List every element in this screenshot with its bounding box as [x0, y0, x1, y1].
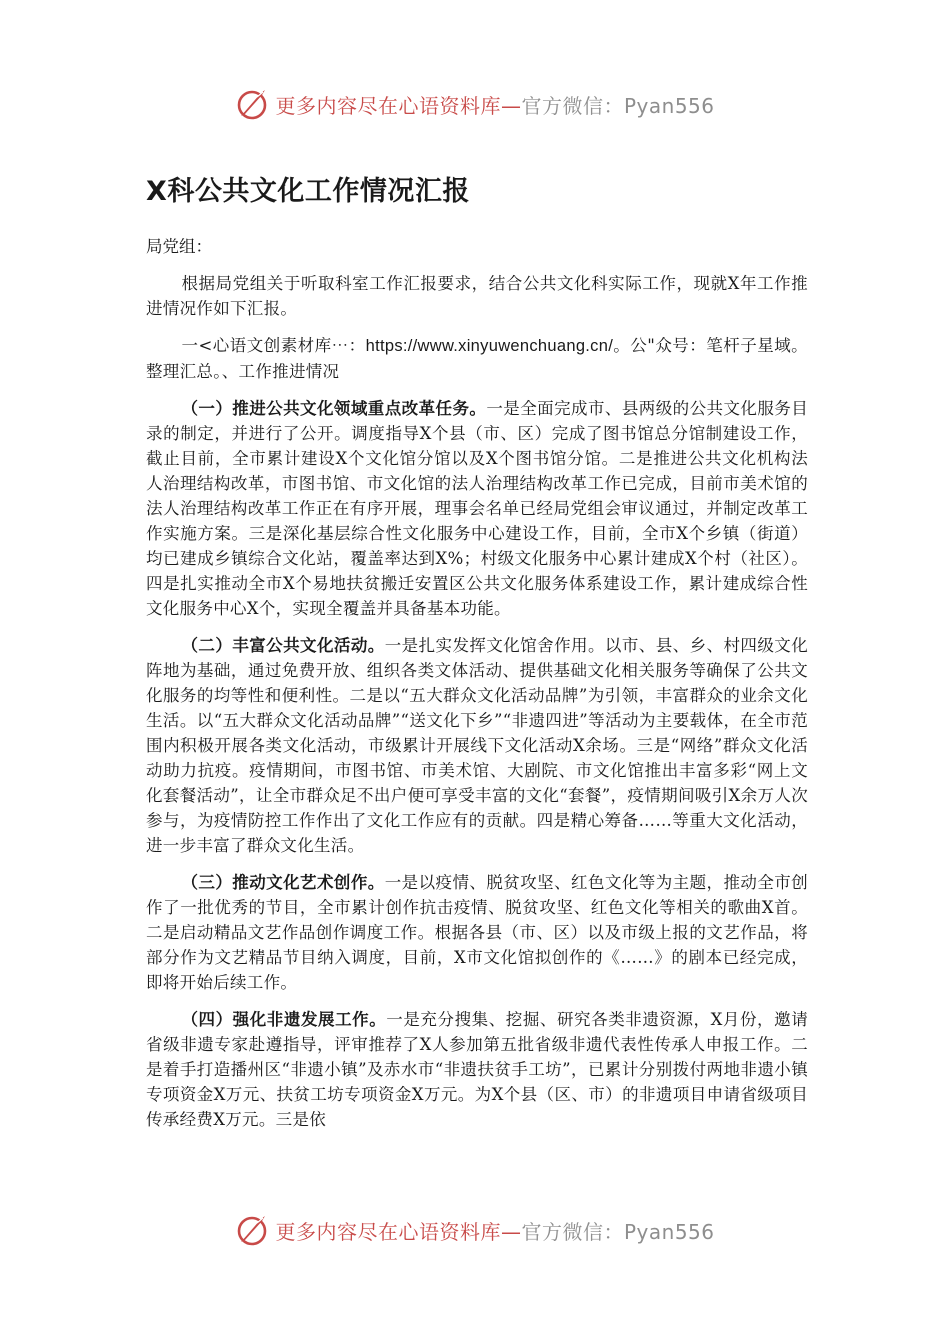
section-one-prefix: 一<心语文创素材库⋯： [181, 336, 366, 355]
document-title: X科公共文化工作情况汇报 [146, 176, 470, 207]
banner-text [275, 1216, 714, 1245]
banner-wechat-id: Pyan556 [623, 1219, 715, 1244]
salutation: 局党组： [146, 237, 212, 256]
section-heading-one [146, 333, 808, 384]
intro-paragraph: 根据局党组关于听取科室工作汇报要求，结合公共文化科实际工作，现就X年工作推进情况作如下汇报。 [146, 274, 808, 318]
item-paragraph-3 [146, 870, 808, 995]
item-lead-2: （二）丰富公共文化活动。 [181, 636, 385, 655]
header-banner [0, 82, 950, 126]
item-body-2: 一是扎实发挥文化馆舍作用。以市、县、乡、村四级文化阵地为基础，通过免费开放、组织各类文体活动、提供基础文化相关服务等确保了公共文化服务的均等性和便利性。二是以“五大群众文化活动品牌”为引领，丰富群众的业余文化生活。以“五大群众文化活动品牌”“送文化下乡”“非遗四进”等活动为主要载体，在全市范围内积极开展各类文化活动，市级累计开展线下文化活动X余场。三是“网络”群众文化活动助力抗疫。疫情期间，市图书馆、市美术馆、大剧院、市文化馆推出丰富多彩“网上文化套餐活动”，让全市群众足不出户便可享受丰富的文化“套餐”，疫情期间吸引X余万人次参与，为疫情防控工作作出了文化工作应有的贡献。四是精心筹备……等重大文化活动，进一步丰富了群众文化生活。 [146, 636, 808, 855]
item-body-4: 一是充分搜集、挖掘、研究各类非遗资源，X月份，邀请省级非遗专家赴遵指导，评审推荐了X人参加第五批省级非遗代表性传承人申报工作。二是着手打造播州区“非遗小镇”及赤水市“非遗扶贫手工坊”，已累计分别拨付两地非遗小镇专项资金X万元、扶贫工坊专项资金X万元。为X个县（区、市）的非遗项目申请省级项目传承经费X万元。三是依 [146, 1010, 808, 1129]
banner-wechat-label: 官方微信： [521, 93, 624, 118]
document-page [146, 172, 808, 1144]
footer-banner [0, 1208, 950, 1252]
banner-dash: — [500, 1219, 522, 1244]
item-body-1: 一是全面完成市、县两级的公共文化服务目录的制定，并进行了公开。调度指导X个县（市、区）完成了图书馆总分馆制建设工作，截止目前，全市累计建设X个文化馆分馆以及X个图书馆分馆。二是推进公共文化机构法人治理结构改革，市图书馆、市文化馆的法人治理结构改革工作已完成，目前市美术馆的法人治理结构改革工作正在有序开展，理事会名单已经局党组会审议通过，并制定改革工作实施方案。三是深化基层综合性文化服务中心建设工作，目前，全市X个乡镇（街道）均已建成乡镇综合文化站，覆盖率达到X%；村级文化服务中心累计建成X个村（社区）。四是扎实推动全市X个易地扶贫搬迁安置区公共文化服务体系建设工作，累计建成综合性文化服务中心X个，实现全覆盖并具备基本功能。 [146, 399, 809, 618]
source-link[interactable]: https://www.xinyuwenchuang.cn/ [365, 337, 614, 355]
item-paragraph-4 [146, 1007, 808, 1132]
item-lead-3: （三）推动文化艺术创作。 [181, 873, 385, 892]
banner-slogan: 更多内容尽在心语资料库 [275, 1219, 501, 1244]
quill-pen-logo-icon [235, 1213, 269, 1247]
banner-wechat-id: Pyan556 [623, 93, 715, 118]
banner-wechat-label: 官方微信： [521, 1219, 624, 1244]
item-paragraph-1 [146, 396, 808, 621]
quill-pen-logo-icon [235, 87, 269, 121]
section-one-suffix: 。公"众号：笔杆子星域。整理汇总。、工作推进情况 [146, 336, 808, 381]
item-lead-1: （一）推进公共文化领域重点改革任务。 [181, 399, 487, 418]
item-body-3: 一是以疫情、脱贫攻坚、红色文化等为主题，推动全市创作了一批优秀的节目，全市累计创作抗击疫情、脱贫攻坚、红色文化等相关的歌曲X首。二是启动精品文艺作品创作调度工作。根据各县（市、区）以及市级上报的文艺作品，将部分作为文艺精品节目纳入调度，目前，X市文化馆拟创作的《……》的剧本已经完成，即将开始后续工作。 [146, 873, 808, 992]
item-lead-4: （四）强化非遗发展工作。 [181, 1010, 387, 1029]
banner-slogan: 更多内容尽在心语资料库 [275, 93, 501, 118]
item-paragraph-2 [146, 633, 808, 858]
banner-dash: — [500, 93, 522, 118]
banner-text [275, 90, 714, 119]
